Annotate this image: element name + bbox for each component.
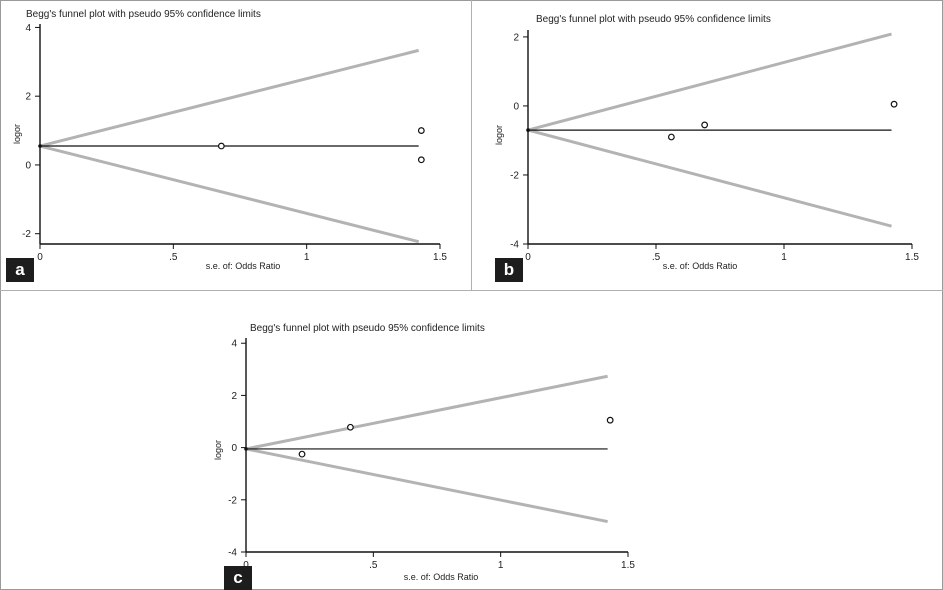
x-axis-label: s.e. of: Odds Ratio — [662, 261, 738, 271]
study-point — [669, 134, 675, 140]
funnel-plot-panel-c — [213, 300, 658, 590]
lower-confidence-limit — [528, 130, 892, 226]
x-tick-label: .5 — [369, 560, 378, 571]
study-point — [419, 157, 425, 163]
study-point — [219, 143, 225, 149]
x-tick-label: 0 — [37, 252, 43, 263]
y-tick-label: 0 — [513, 101, 519, 113]
funnel-plot-panel-a — [0, 0, 470, 290]
x-tick-label: 1.5 — [621, 560, 635, 571]
funnel-plot-panel-b — [472, 0, 942, 290]
x-tick-label: 1.5 — [433, 252, 447, 263]
funnel-plot-a — [0, 0, 470, 290]
panel-label-c: c — [224, 566, 252, 590]
chart-title: Begg's funnel plot with pseudo 95% confidence limits — [250, 323, 485, 334]
panel-label-b: b — [495, 258, 523, 282]
funnel-plot-c — [213, 300, 658, 590]
x-tick-label: 1.5 — [905, 252, 919, 263]
y-tick-label: -2 — [510, 170, 519, 182]
x-tick-label: 1 — [303, 252, 310, 263]
study-point — [607, 417, 613, 423]
y-tick-label: -2 — [228, 495, 237, 507]
y-tick-label: -2 — [22, 229, 31, 241]
study-point — [419, 128, 425, 134]
plot-area — [510, 30, 919, 263]
y-tick-label: 2 — [231, 390, 237, 402]
chart-title: Begg's funnel plot with pseudo 95% confidence limits — [26, 9, 261, 20]
y-tick-label: -4 — [510, 239, 519, 251]
y-tick-label: 4 — [25, 22, 31, 34]
y-tick-label: 4 — [231, 338, 237, 350]
plot-area — [22, 23, 447, 263]
x-axis-label: s.e. of: Odds Ratio — [403, 572, 479, 582]
upper-confidence-limit — [528, 34, 892, 130]
upper-confidence-limit — [246, 376, 608, 449]
x-axis-label: s.e. of: Odds Ratio — [205, 261, 281, 271]
study-point — [348, 424, 354, 430]
lower-confidence-limit — [246, 449, 608, 522]
chart-title: Begg's funnel plot with pseudo 95% confidence limits — [536, 14, 771, 25]
x-tick-label: .5 — [169, 252, 178, 263]
study-point — [702, 122, 708, 128]
y-tick-label: 0 — [25, 160, 31, 172]
x-tick-label: 1 — [781, 252, 787, 263]
y-tick-label: 2 — [25, 91, 31, 103]
y-tick-label: -4 — [228, 547, 237, 559]
y-tick-label: 0 — [231, 443, 237, 455]
funnel-plot-b — [472, 0, 942, 290]
y-axis-label: logor — [494, 124, 504, 146]
y-tick-label: 2 — [513, 32, 519, 44]
study-point — [891, 101, 897, 107]
lower-confidence-limit — [40, 146, 419, 242]
y-axis-label: logor — [213, 439, 223, 461]
x-tick-label: .5 — [651, 252, 661, 263]
x-tick-label: 0 — [525, 252, 531, 263]
y-axis-label: logor — [12, 123, 22, 145]
upper-confidence-limit — [40, 50, 419, 146]
panel-label-a: a — [6, 258, 34, 282]
plot-area — [228, 338, 635, 571]
figure-divider-horizontal — [0, 290, 943, 291]
x-tick-label: 1 — [497, 560, 504, 571]
study-point — [299, 451, 305, 457]
